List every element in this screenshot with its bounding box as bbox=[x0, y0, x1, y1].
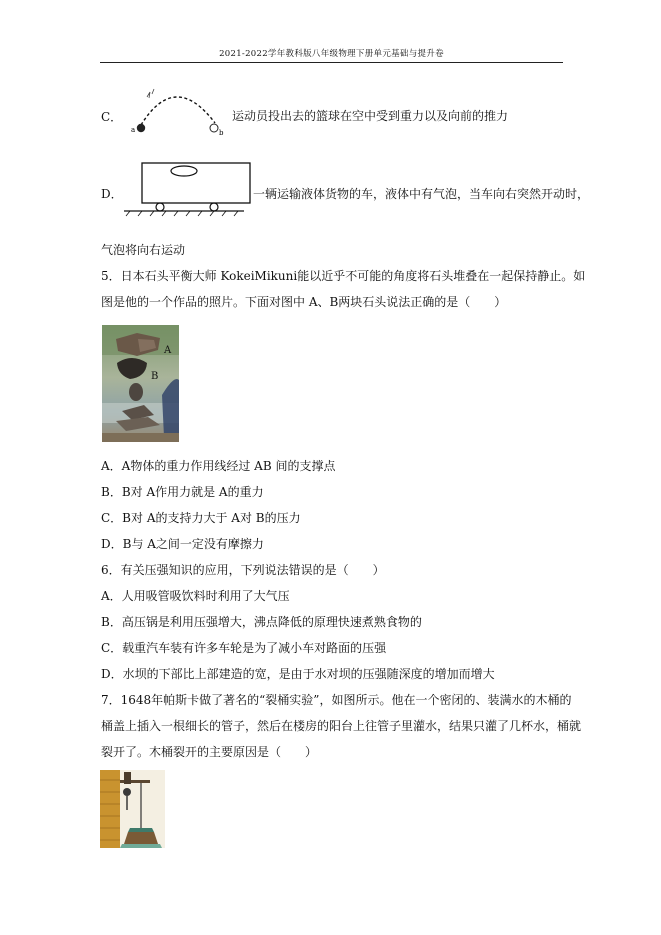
option-d-letter: D． bbox=[101, 187, 123, 201]
q6-option-d: D．水坝的下部比上部建造的宽，是由于水对坝的压强随深度的增加而增大 bbox=[101, 667, 495, 681]
option-d-text: 一辆运输液体货物的车，液体中有气泡，当车向右突然开动时， bbox=[253, 187, 590, 201]
stone-balance-photo bbox=[102, 325, 179, 442]
basketball-trajectory-figure bbox=[125, 85, 225, 140]
photo-label-b: B bbox=[151, 371, 159, 382]
liquid-truck-figure bbox=[122, 160, 257, 220]
option-d-text-cont: 气泡将向右运动 bbox=[101, 243, 186, 257]
q5-option-b: B．B对 A作用力就是 A的重力 bbox=[101, 485, 264, 499]
q5-option-a: A．A物体的重力作用线经过 AB 间的支撑点 bbox=[101, 459, 336, 473]
q7-stem-line3: 裂开了。木桶裂开的主要原因是（ ） bbox=[101, 745, 318, 759]
barrel-experiment-figure bbox=[100, 770, 165, 848]
page-header: 2021-2022学年教科版八年级物理下册单元基础与提升卷 bbox=[219, 49, 444, 59]
q6-option-a: A．人用吸管吸饮料时利用了大气压 bbox=[101, 589, 290, 603]
q6-option-b: B．高压锅是利用压强增大，沸点降低的原理快速煮熟食物的 bbox=[101, 615, 422, 629]
q7-stem-line1: 7．1648年帕斯卡做了著名的“裂桶实验”，如图所示。他在一个密闭的、装满水的木桶的 bbox=[101, 693, 572, 707]
header-divider bbox=[100, 62, 563, 63]
photo-label-a: A bbox=[164, 345, 172, 356]
option-c-letter: C． bbox=[101, 110, 123, 124]
q6-option-c: C．载重汽车装有许多车轮是为了减小车对路面的压强 bbox=[101, 641, 387, 655]
figure-label-b: b bbox=[219, 129, 224, 137]
q5-option-d: D．B与 A之间一定没有摩擦力 bbox=[101, 537, 264, 551]
q6-stem: 6．有关压强知识的应用，下列说法错误的是（ ） bbox=[101, 563, 385, 577]
option-c-text: 运动员投出去的篮球在空中受到重力以及向前的推力 bbox=[232, 109, 509, 123]
q7-stem-line2: 桶盖上插入一根细长的管子，然后在楼房的阳台上往管子里灌水，结果只灌了几杯水，桶就 bbox=[101, 719, 582, 733]
figure-label-a: a bbox=[131, 126, 136, 134]
q5-stem-line2: 图是他的一个作品的照片。下面对图中 A、B两块石头说法正确的是（ ） bbox=[101, 295, 507, 309]
q5-option-c: C．B对 A的支持力大于 A对 B的压力 bbox=[101, 511, 301, 525]
q5-stem-line1: 5．日本石头平衡大师 KokeiMikuni能以近乎不可能的角度将石头堆叠在一起保持静止。如 bbox=[101, 269, 586, 283]
